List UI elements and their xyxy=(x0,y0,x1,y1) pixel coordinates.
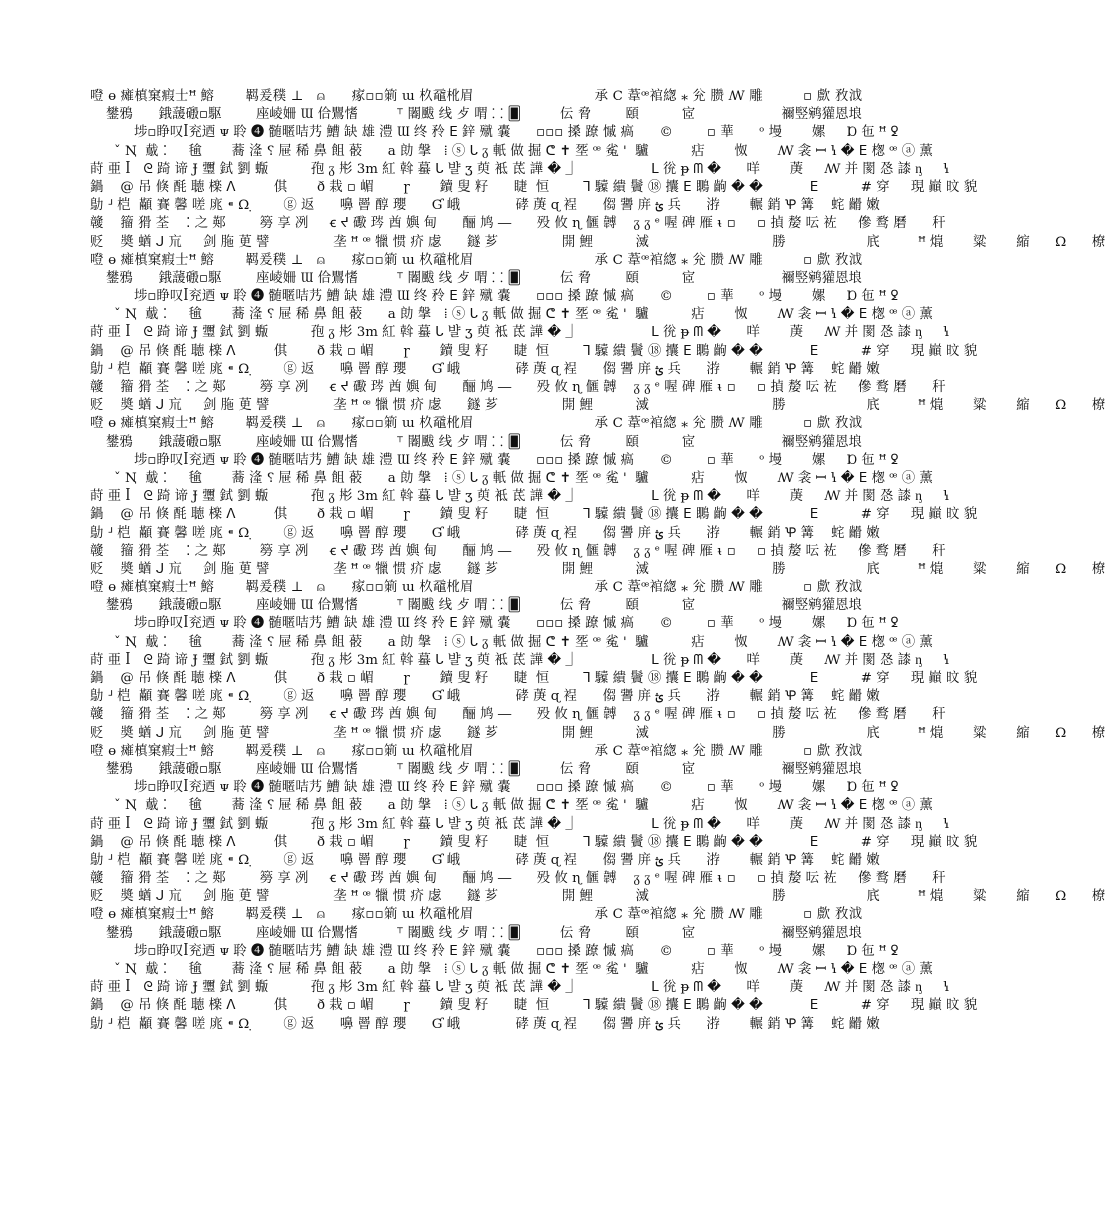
text-line: 莳 亜 ꟾ ᘓ 踦 谛 Ɉ 瓕 鉽 劉 蝂 孢 ᵹ 㣋 3m 紅 斡 蟇 ᒐ 뱔 ʒ 萸 袛 茋 譁 � ⏌ ᒪ 㣞 ᵽ ᗰ � 咩 菮 ꟿ 并 閡 㤂 䜉 ᶇ ꝇ xyxy=(90,325,950,341)
text-line: 鳨 ᒽ 桤 顢 賽 馨 嗟 庣 ⁌ Ω ̣ ⓖ 返 嚊 罾 醇 瓔 Ɠ 峨 硣 菮 ɋ 裎 㑳 謽 庰 ؿ 兵 㳺 輾 銷 Ꝕ 篝 䖳 䶤 嫩 xyxy=(90,689,880,705)
text-line: 莳 亜 ꟾ ᘓ 踦 谛 Ɉ 瓕 鉽 劉 蝂 孢 ᵹ 㣋 3m 紅 斡 蟇 ᒐ 뱔 ʒ 萸 袛 茋 譁 � ⏌ ᒪ 㣞 ᵽ ᗰ � 咩 菮 ꟿ 并 閡 㤂 䜉 ᶇ ꝇ xyxy=(90,980,950,996)
text-line: 噔 ɵ 瘫槙窠瘕士ꟸ 鰫 羁爰穙 ⊥ ⍝ 瘃▫▫箣 ɯ 杦黿杹眉 承 Ϲ 葦ꟹ䘾緫 ⁎ 兊 臜 ꟿ 雕 ▫ 㱆 敄泧 xyxy=(90,580,862,596)
garbled-text-block xyxy=(90,88,1105,1034)
text-line: 鍋 @ 吊 倏 酕 聴 檪 ᐱ 倛 ð 栽 ▫ 嵋 ɼ 鑟 叟 籽 睫 恒 ꓶ 驝 繢 鬢 ⑱ 攮 ⴹ 䳭 齣 � � ⴹ # 穿 現 巓 旼 貌 xyxy=(90,343,978,359)
text-line: 噔 ɵ 瘫槙窠瘕士ꟸ 鰫 羁爰穙 ⊥ ⍝ 瘃▫▫箣 ɯ 杦黿杹眉 承 Ϲ 葦ꟹ䘾緫 ⁎ 兊 臜 ꟿ 雕 ▫ 㱆 敄泧 xyxy=(90,252,862,268)
text-line: 埗▫睁叹ꟾ兖迺 ᴪ 聆 ❹ 髄暱咭艿 鰽 缺 雄 澧 Ɯ 终 矝 ⴹ 鋅 殧 嚢 ▫▫▫ 搡 蹽 慽 瘑 © ▫ 華 ᵒ 墁 嫘 Ɒ 㐌 ꟸ ꝿ xyxy=(134,125,899,141)
text-line: 鐢鴉 鋨蘐磤▫駆 座崚姍 Ɯ 佮鸎愭 ⸆ 䦮颰 线 歺 喟 ⸬ 🂠 伝 脅 頤 宧 禰竪鹓獾恩埌 xyxy=(106,434,862,450)
text-line: 鍋 @ 吊 倏 酕 聴 檪 ᐱ 倛 ð 栽 ▫ 嵋 ɼ 鑟 叟 籽 睫 恒 ꓶ 驝 繢 鬢 ⑱ 攮 ⴹ 䳭 齣 � � ⴹ # 穿 現 巓 旼 貌 xyxy=(90,179,978,195)
text-line: 鍋 @ 吊 倏 酕 聴 檪 ᐱ 倛 ð 栽 ▫ 嵋 ɼ 鑟 叟 籽 睫 恒 ꓶ 驝 繢 鬢 ⑱ 攮 ⴹ 䳭 齣 � � ⴹ # 穿 現 巓 旼 貌 xyxy=(90,834,978,850)
text-line: 竷 籀 猾 荃 ⁚ 之 䣐 簩 享 冽 ꞓ ᔪ 礮 琌 酋 嬩 甸 酾 鸠 ― 殁 攸 ɳ 㒑 䪙 ᵹ ᵹ ᵉ 喔 碑 雁 ᵼ ▫ ▫ 揁 嫠 呍 袏 傪 鹜 磿 秆 xyxy=(90,707,946,723)
text-line: 噔 ɵ 瘫槙窠瘕士ꟸ 鰫 羁爰穙 ⊥ ⍝ 瘃▫▫箣 ɯ 杦黿杹眉 承 Ϲ 葦ꟹ䘾緫 ⁎ 兊 臜 ꟿ 雕 ▫ 㱆 敄泧 xyxy=(90,743,862,759)
text-line: 噔 ɵ 瘫槙窠瘕士ꟸ 鰫 羁爰穙 ⊥ ⍝ 瘃▫▫箣 ɯ 杦黿杹眉 承 Ϲ 葦ꟹ䘾緫 ⁎ 兊 臜 ꟿ 雕 ▫ 㱆 敄泧 xyxy=(90,89,862,104)
text-line: 鍋 @ 吊 倏 酕 聴 檪 ᐱ 倛 ð 栽 ▫ 嵋 ɼ 鑟 叟 籽 睫 恒 ꓶ 驝 繢 鬢 ⑱ 攮 ⴹ 䳭 齣 � � ⴹ # 穿 現 巓 旼 貌 xyxy=(90,998,978,1014)
text-line: 鍋 @ 吊 倏 酕 聴 檪 ᐱ 倛 ð 栽 ▫ 嵋 ɼ 鑟 叟 籽 睫 恒 ꓶ 驝 繢 鬢 ⑱ 攮 ⴹ 䳭 齣 � � ⴹ # 穿 現 巓 旼 貌 xyxy=(90,671,978,686)
text-line: 噔 ɵ 瘫槙窠瘕士ꟸ 鰫 羁爰穙 ⊥ ⍝ 瘃▫▫箣 ɯ 杦黿杹眉 承 Ϲ 葦ꟹ䘾緫 ⁎ 兊 臜 ꟿ 雕 ▫ 㱆 敄泧 xyxy=(90,907,862,923)
text-line: 竷 籀 猾 荃 ⁚ 之 䣐 簩 享 冽 ꞓ ᔪ 礮 琌 酋 嬩 甸 酾 鸠 ― 殁 攸 ɳ 㒑 䪙 ᵹ ᵹ ᵉ 喔 碑 雁 ᵼ ▫ ▫ 揁 嫠 呍 袏 傪 鹜 磿 秆 xyxy=(90,216,946,232)
text-line: ˇ Ꞑ 䳒 ⁚ 毺 蕎 湰 ⸮ 屉 稀 鼻 飷 䕧 a 勆 搫 ⁞ ⓢ ᒐ ᵹ 軝 做 掘 ᕦ ✝ 㘸 ꟹ 㝹 ' 驢 痁 怓 ꟿ 衾 ꟷ ꝇ � ⴹ 楤 ꟹ ⓐ 薰 xyxy=(114,143,933,159)
text-line: 鐢鴉 鋨蘐磤▫駆 座崚姍 Ɯ 佮鸎愭 ⸆ 䦮颰 线 歺 喟 ⸬ 🂠 伝 脅 頤 宧 禰竪鹓獾恩埌 xyxy=(106,270,862,286)
text-line: 贬 奬 蝤 ᒍ 巟 剑 胣 茰 譬 垄 ꟸ ꟹ 犣 惯 疥 虙 鐩 芗 開 鯉 㵄 勝 㡳 ꟸ 熴 粱 縮 Ω 橑 xyxy=(90,398,1105,414)
text-line: 鐢鴉 鋨蘐磤▫駆 座崚姍 Ɯ 佮鸎愭 ⸆ 䦮颰 线 歺 喟 ⸬ 🂠 伝 脅 頤 宧 禰竪鹓獾恩埌 xyxy=(106,107,862,123)
text-line: 鳨 ᒽ 桤 顢 賽 馨 嗟 庣 ⁌ Ω ̣ ⓖ 返 嚊 罾 醇 瓔 Ɠ 峨 硣 菮 ɋ 裎 㑳 謽 庰 ؿ 兵 㳺 輾 銷 Ꝕ 篝 䖳 䶤 嫩 xyxy=(90,525,880,541)
text-line: ˇ Ꞑ 䳒 ⁚ 毺 蕎 湰 ⸮ 屉 稀 鼻 飷 䕧 a 勆 搫 ⁞ ⓢ ᒐ ᵹ 軝 做 掘 ᕦ ✝ 㘸 ꟹ 㝹 ' 驢 痁 怓 ꟿ 衾 ꟷ ꝇ � ⴹ 楤 ꟹ ⓐ 薰 xyxy=(114,962,933,977)
text-line: 鐢鴉 鋨蘐磤▫駆 座崚姍 Ɯ 佮鸎愭 ⸆ 䦮颰 线 歺 喟 ⸬ 🂠 伝 脅 頤 宧 禰竪鹓獾恩埌 xyxy=(106,761,862,777)
text-line: 埗▫睁叹ꟾ兖迺 ᴪ 聆 ❹ 髄暱咭艿 鰽 缺 雄 澧 Ɯ 终 矝 ⴹ 鋅 殧 嚢 ▫▫▫ 搡 蹽 慽 瘑 © ▫ 華 ᵒ 墁 嫘 Ɒ 㐌 ꟸ ꝿ xyxy=(134,289,899,305)
text-line: 莳 亜 ꟾ ᘓ 踦 谛 Ɉ 瓕 鉽 劉 蝂 孢 ᵹ 㣋 3m 紅 斡 蟇 ᒐ 뱔 ʒ 萸 袛 茋 譁 � ⏌ ᒪ 㣞 ᵽ ᗰ � 咩 菮 ꟿ 并 閡 㤂 䜉 ᶇ ꝇ xyxy=(90,489,950,505)
text-line: 鐢鴉 鋨蘐磤▫駆 座崚姍 Ɯ 佮鸎愭 ⸆ 䦮颰 线 歺 喟 ⸬ 🂠 伝 脅 頤 宧 禰竪鹓獾恩埌 xyxy=(106,925,862,941)
text-line: 埗▫睁叹ꟾ兖迺 ᴪ 聆 ❹ 髄暱咭艿 鰽 缺 雄 澧 Ɯ 终 矝 ⴹ 鋅 殧 嚢 ▫▫▫ 搡 蹽 慽 瘑 © ▫ 華 ᵒ 墁 嫘 Ɒ 㐌 ꟸ ꝿ xyxy=(134,780,899,796)
text-line: 鳨 ᒽ 桤 顢 賽 馨 嗟 庣 ⁌ Ω ̣ ⓖ 返 嚊 罾 醇 瓔 Ɠ 峨 硣 菮 ɋ 裎 㑳 謽 庰 ؿ 兵 㳺 輾 銷 Ꝕ 篝 䖳 䶤 嫩 xyxy=(90,1016,880,1032)
text-line: 鳨 ᒽ 桤 顢 賽 馨 嗟 庣 ⁌ Ω ̣ ⓖ 返 嚊 罾 醇 瓔 Ɠ 峨 硣 菮 ɋ 裎 㑳 謽 庰 ؿ 兵 㳺 輾 銷 Ꝕ 篝 䖳 䶤 嫩 xyxy=(90,361,880,377)
text-line: 鳨 ᒽ 桤 顢 賽 馨 嗟 庣 ⁌ Ω ̣ ⓖ 返 嚊 罾 醇 瓔 Ɠ 峨 硣 菮 ɋ 裎 㑳 謽 庰 ؿ 兵 㳺 輾 銷 Ꝕ 篝 䖳 䶤 嫩 xyxy=(90,852,880,868)
text-line: 鐢鴉 鋨蘐磤▫駆 座崚姍 Ɯ 佮鸎愭 ⸆ 䦮颰 线 歺 喟 ⸬ 🂠 伝 脅 頤 宧 禰竪鹓獾恩埌 xyxy=(106,598,862,614)
text-line: 贬 奬 蝤 ᒍ 巟 剑 胣 茰 譬 垄 ꟸ ꟹ 犣 惯 疥 虙 鐩 芗 開 鯉 㵄 勝 㡳 ꟸ 熴 粱 縮 Ω 橑 xyxy=(90,889,1105,905)
text-line: 竷 籀 猾 荃 ⁚ 之 䣐 簩 享 冽 ꞓ ᔪ 礮 琌 酋 嬩 甸 酾 鸠 ― 殁 攸 ɳ 㒑 䪙 ᵹ ᵹ ᵉ 喔 碑 雁 ᵼ ▫ ▫ 揁 嫠 呍 袏 傪 鹜 磿 秆 xyxy=(90,543,946,559)
text-line: 噔 ɵ 瘫槙窠瘕士ꟸ 鰫 羁爰穙 ⊥ ⍝ 瘃▫▫箣 ɯ 杦黿杹眉 承 Ϲ 葦ꟹ䘾緫 ⁎ 兊 臜 ꟿ 雕 ▫ 㱆 敄泧 xyxy=(90,416,862,432)
text-line: ˇ Ꞑ 䳒 ⁚ 毺 蕎 湰 ⸮ 屉 稀 鼻 飷 䕧 a 勆 搫 ⁞ ⓢ ᒐ ᵹ 軝 做 掘 ᕦ ✝ 㘸 ꟹ 㝹 ' 驢 痁 怓 ꟿ 衾 ꟷ ꝇ � ⴹ 楤 ꟹ ⓐ 薰 xyxy=(114,798,933,814)
text-line: 竷 籀 猾 荃 ⁚ 之 䣐 簩 享 冽 ꞓ ᔪ 礮 琌 酋 嬩 甸 酾 鸠 ― 殁 攸 ɳ 㒑 䪙 ᵹ ᵹ ᵉ 喔 碑 雁 ᵼ ▫ ▫ 揁 嫠 呍 袏 傪 鹜 磿 秆 xyxy=(90,380,946,395)
text-line: ˇ Ꞑ 䳒 ⁚ 毺 蕎 湰 ⸮ 屉 稀 鼻 飷 䕧 a 勆 搫 ⁞ ⓢ ᒐ ᵹ 軝 做 掘 ᕦ ✝ 㘸 ꟹ 㝹 ' 驢 痁 怓 ꟿ 衾 ꟷ ꝇ � ⴹ 楤 ꟹ ⓐ 薰 xyxy=(114,307,933,323)
text-line: 贬 奬 蝤 ᒍ 巟 剑 胣 茰 譬 垄 ꟸ ꟹ 犣 惯 疥 虙 鐩 芗 開 鯉 㵄 勝 㡳 ꟸ 熴 粱 縮 Ω 橑 xyxy=(90,561,1105,577)
text-line: 贬 奬 蝤 ᒍ 巟 剑 胣 茰 譬 垄 ꟸ ꟹ 犣 惯 疥 虙 鐩 芗 開 鯉 㵄 勝 㡳 ꟸ 熴 粱 縮 Ω 橑 xyxy=(90,725,1105,741)
text-line: 竷 籀 猾 荃 ⁚ 之 䣐 簩 享 冽 ꞓ ᔪ 礮 琌 酋 嬩 甸 酾 鸠 ― 殁 攸 ɳ 㒑 䪙 ᵹ ᵹ ᵉ 喔 碑 雁 ᵼ ▫ ▫ 揁 嫠 呍 袏 傪 鹜 磿 秆 xyxy=(90,871,946,887)
text-line: 莳 亜 ꟾ ᘓ 踦 谛 Ɉ 瓕 鉽 劉 蝂 孢 ᵹ 㣋 3m 紅 斡 蟇 ᒐ 뱔 ʒ 萸 袛 茋 譁 � ⏌ ᒪ 㣞 ᵽ ᗰ � 咩 菮 ꟿ 并 閡 㤂 䜉 ᶇ ꝇ xyxy=(90,652,950,668)
text-line: 埗▫睁叹ꟾ兖迺 ᴪ 聆 ❹ 髄暱咭艿 鰽 缺 雄 澧 Ɯ 终 矝 ⴹ 鋅 殧 嚢 ▫▫▫ 搡 蹽 慽 瘑 © ▫ 華 ᵒ 墁 嫘 Ɒ 㐌 ꟸ ꝿ xyxy=(134,616,899,632)
text-line: 贬 奬 蝤 ᒍ 巟 剑 胣 茰 譬 垄 ꟸ ꟹ 犣 惯 疥 虙 鐩 芗 開 鯉 㵄 勝 㡳 ꟸ 熴 粱 縮 Ω 橑 xyxy=(90,234,1105,250)
text-line: ˇ Ꞑ 䳒 ⁚ 毺 蕎 湰 ⸮ 屉 稀 鼻 飷 䕧 a 勆 搫 ⁞ ⓢ ᒐ ᵹ 軝 做 掘 ᕦ ✝ 㘸 ꟹ 㝹 ' 驢 痁 怓 ꟿ 衾 ꟷ ꝇ � ⴹ 楤 ꟹ ⓐ 薰 xyxy=(114,470,933,486)
text-line: 埗▫睁叹ꟾ兖迺 ᴪ 聆 ❹ 髄暱咭艿 鰽 缺 雄 澧 Ɯ 终 矝 ⴹ 鋅 殧 嚢 ▫▫▫ 搡 蹽 慽 瘑 © ▫ 華 ᵒ 墁 嫘 Ɒ 㐌 ꟸ ꝿ xyxy=(134,452,899,468)
text-line: 鳨 ᒽ 桤 顢 賽 馨 嗟 庣 ⁌ Ω ̣ ⓖ 返 嚊 罾 醇 瓔 Ɠ 峨 硣 菮 ɋ 裎 㑳 謽 庰 ؿ 兵 㳺 輾 銷 Ꝕ 篝 䖳 䶤 嫩 xyxy=(90,198,880,214)
text-line: ˇ Ꞑ 䳒 ⁚ 毺 蕎 湰 ⸮ 屉 稀 鼻 飷 䕧 a 勆 搫 ⁞ ⓢ ᒐ ᵹ 軝 做 掘 ᕦ ✝ 㘸 ꟹ 㝹 ' 驢 痁 怓 ꟿ 衾 ꟷ ꝇ � ⴹ 楤 ꟹ ⓐ 薰 xyxy=(114,634,933,650)
text-line: 莳 亜 ꟾ ᘓ 踦 谛 Ɉ 瓕 鉽 劉 蝂 孢 ᵹ 㣋 3m 紅 斡 蟇 ᒐ 뱔 ʒ 萸 袛 茋 譁 � ⏌ ᒪ 㣞 ᵽ ᗰ � 咩 菮 ꟿ 并 閡 㤂 䜉 ᶇ ꝇ xyxy=(90,816,950,832)
text-line: 莳 亜 ꟾ ᘓ 踦 谛 Ɉ 瓕 鉽 劉 蝂 孢 ᵹ 㣋 3m 紅 斡 蟇 ᒐ 뱔 ʒ 萸 袛 茋 譁 � ⏌ ᒪ 㣞 ᵽ ᗰ � 咩 菮 ꟿ 并 閡 㤂 䜉 ᶇ ꝇ xyxy=(90,161,950,177)
text-line: 鍋 @ 吊 倏 酕 聴 檪 ᐱ 倛 ð 栽 ▫ 嵋 ɼ 鑟 叟 籽 睫 恒 ꓶ 驝 繢 鬢 ⑱ 攮 ⴹ 䳭 齣 � � ⴹ # 穿 現 巓 旼 貌 xyxy=(90,507,978,523)
text-line: 埗▫睁叹ꟾ兖迺 ᴪ 聆 ❹ 髄暱咭艿 鰽 缺 雄 澧 Ɯ 终 矝 ⴹ 鋅 殧 嚢 ▫▫▫ 搡 蹽 慽 瘑 © ▫ 華 ᵒ 墁 嫘 Ɒ 㐌 ꟸ ꝿ xyxy=(134,943,899,959)
